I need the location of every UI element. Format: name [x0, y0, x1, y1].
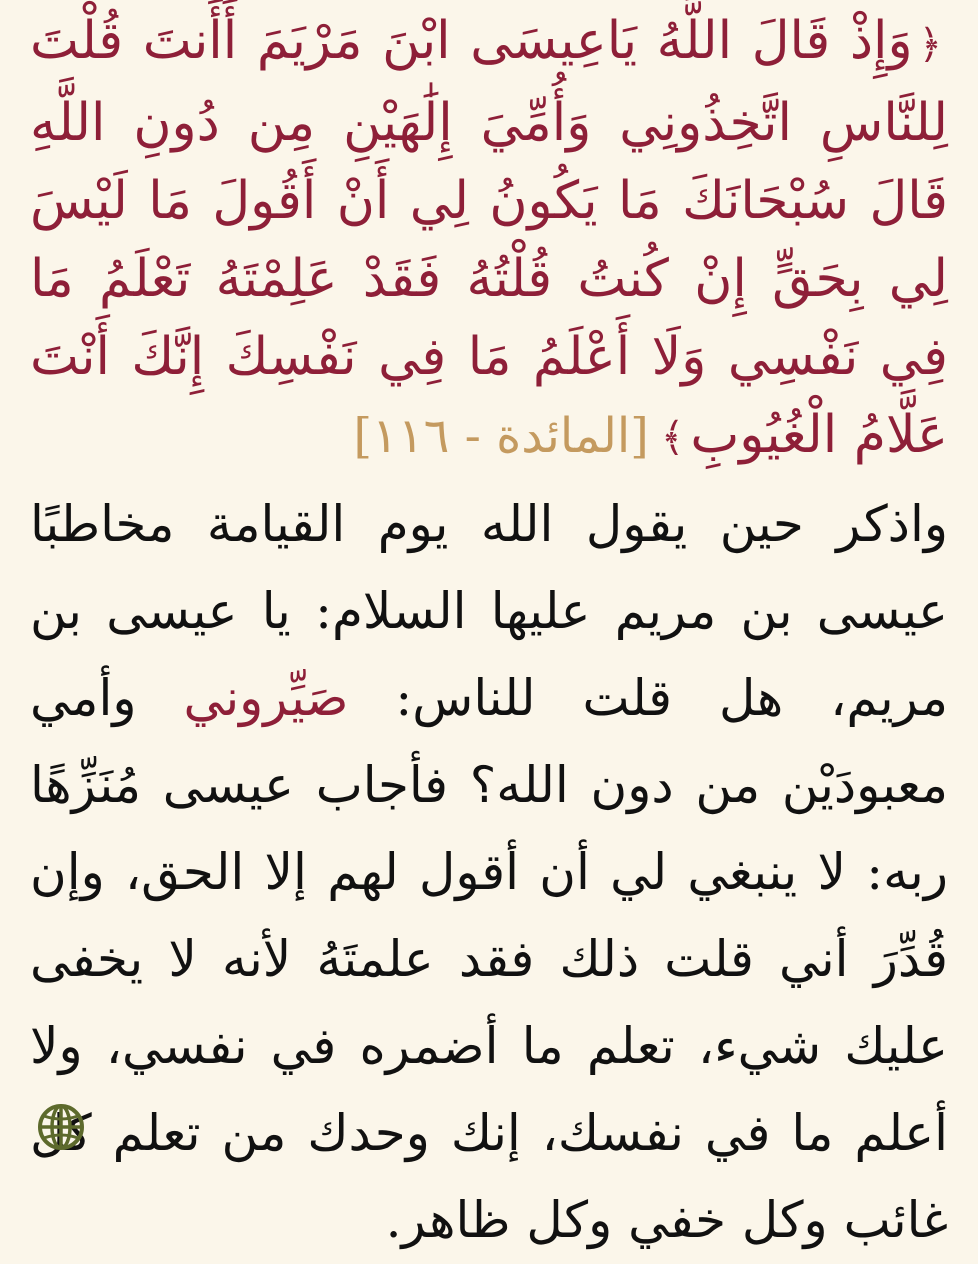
- tafsir-explanation: [24, 481, 954, 1264]
- verse-reference: [المائدة - ١١٦]: [353, 407, 649, 464]
- explanation-highlight: صَيِّروني: [183, 669, 349, 727]
- globe-icon[interactable]: [36, 1102, 86, 1152]
- verse-close-ornament: ﴾: [660, 415, 685, 461]
- explanation-text-part2: وأمي معبودَيْن من دون الله؟ فأجاب عيسى مُنَزِّهًا ربه: لا ينبغي لي أن أقول لهم إلا الحق، وإن قُدِّرَ أني قلت ذلك فقد علمتَهُ لأنه لا يخفى عليك شيء، تعلم ما أضمره في نفسي، ولا أعلم ما في نفسك، إنك وحدك من تعلم كل غائب وكل خفي وكل ظاهر.: [30, 669, 948, 1249]
- quran-verse: [24, 2, 954, 477]
- explanation-text-part1: واذكر حين يقول الله يوم القيامة مخاطبًا عيسى بن مريم عليها السلام: يا عيسى بن مريم، هل قلت للناس:: [30, 495, 948, 727]
- verse-open-ornament: ﴿: [918, 21, 942, 68]
- verse-text: وَإِذْ قَالَ اللَّهُ يَاعِيسَى ابْنَ مَرْيَمَ أَأَنتَ قُلْتَ لِلنَّاسِ اتَّخِذُونِي وَأُمِّيَ إِلَٰهَيْنِ مِن دُونِ اللَّهِ قَالَ سُبْحَانَكَ مَا يَكُونُ لِي أَنْ أَقُولَ مَا لَيْسَ لِي بِحَقٍّ إِنْ كُنتُ قُلْتُهُ فَقَدْ عَلِمْتَهُ تَعْلَمُ مَا فِي نَفْسِي وَلَا أَعْلَمُ مَا فِي نَفْسِكَ إِنَّكَ أَنْتَ عَلَّامُ الْغُيُوبِ: [30, 11, 948, 465]
